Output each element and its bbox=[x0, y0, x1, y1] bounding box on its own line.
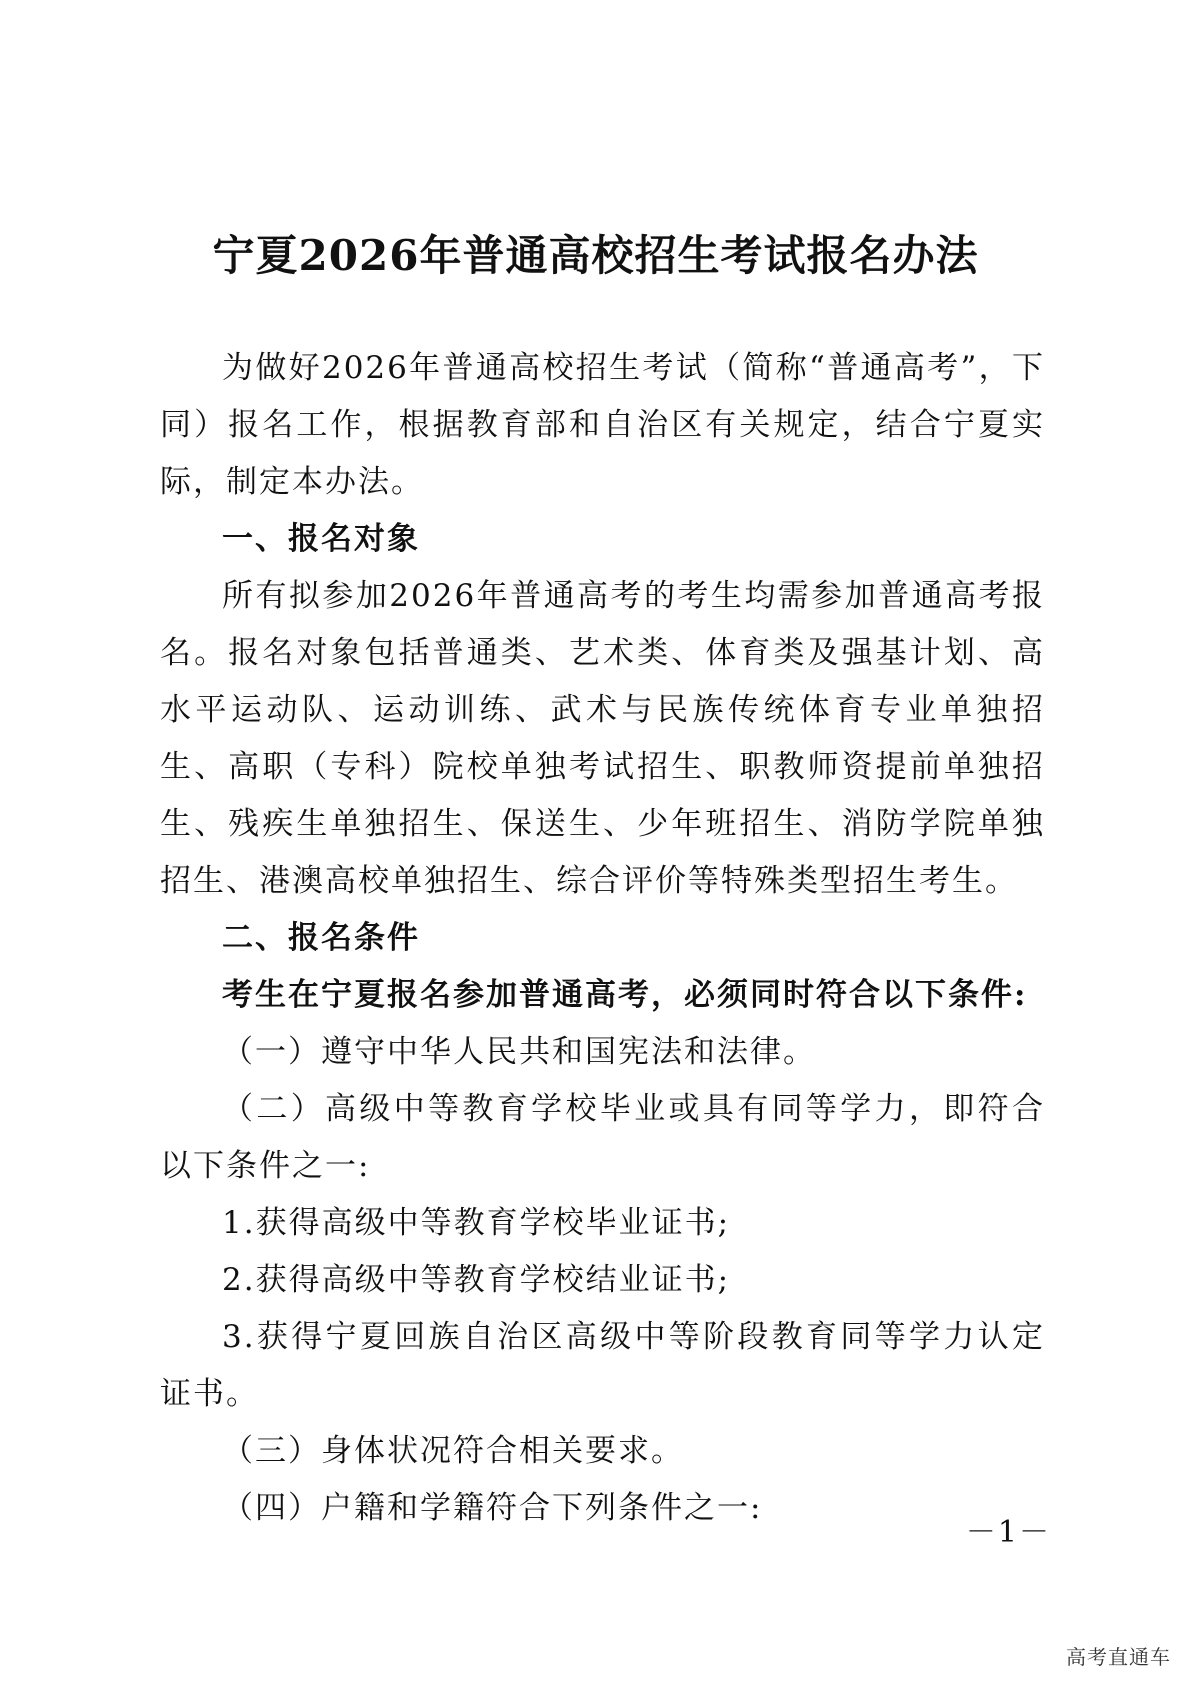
condition-item-3: （三）身体状况符合相关要求。 bbox=[222, 1433, 684, 1469]
page-number: －1－ bbox=[965, 1515, 1051, 1550]
registration-target-paragraph: 所有拟参加2026年普通高考的考生均需参加普通高考报名。报名对象包括普通类、艺术类、体育类及强基计划、高水平运动队、运动训练、武术与民族传统体育专业单独招生、高职（专科）院校单独考试招生、职教师资提前单独招生、残疾生单独招生、保送生、少年班招生、消防学院单独招生、港澳高校单独招生、综合评价等特殊类型招生考生。 bbox=[160, 578, 1045, 899]
condition-item-1: （一）遵守中华人民共和国宪法和法律。 bbox=[222, 1034, 816, 1070]
condition-sub-item-2: 2.获得高级中等教育学校结业证书; bbox=[222, 1262, 731, 1298]
section-heading-registration-target: 一、报名对象 bbox=[222, 521, 420, 557]
condition-item-2: （二）高级中等教育学校毕业或具有同等学力，即符合以下条件之一: bbox=[160, 1091, 1045, 1184]
condition-sub-item-1: 1.获得高级中等教育学校毕业证书; bbox=[222, 1205, 731, 1241]
watermark-text: 高考直通车 bbox=[1066, 1645, 1171, 1669]
section-heading-registration-conditions: 二、报名条件 bbox=[222, 920, 420, 956]
condition-sub-item-3: 3.获得宁夏回族自治区高级中等阶段教育同等学力认定证书。 bbox=[160, 1319, 1045, 1412]
condition-item-4: （四）户籍和学籍符合下列条件之一: bbox=[222, 1490, 763, 1526]
document-title: 宁夏2026年普通高校招生考试报名办法 bbox=[212, 231, 979, 280]
document-body bbox=[160, 340, 1045, 1537]
intro-paragraph: 为做好2026年普通高校招生考试（简称“普通高考”，下同）报名工作，根据教育部和自治区有关规定，结合宁夏实际，制定本办法。 bbox=[160, 350, 1045, 500]
conditions-lead-paragraph: 考生在宁夏报名参加普通高考，必须同时符合以下条件: bbox=[222, 977, 1028, 1013]
